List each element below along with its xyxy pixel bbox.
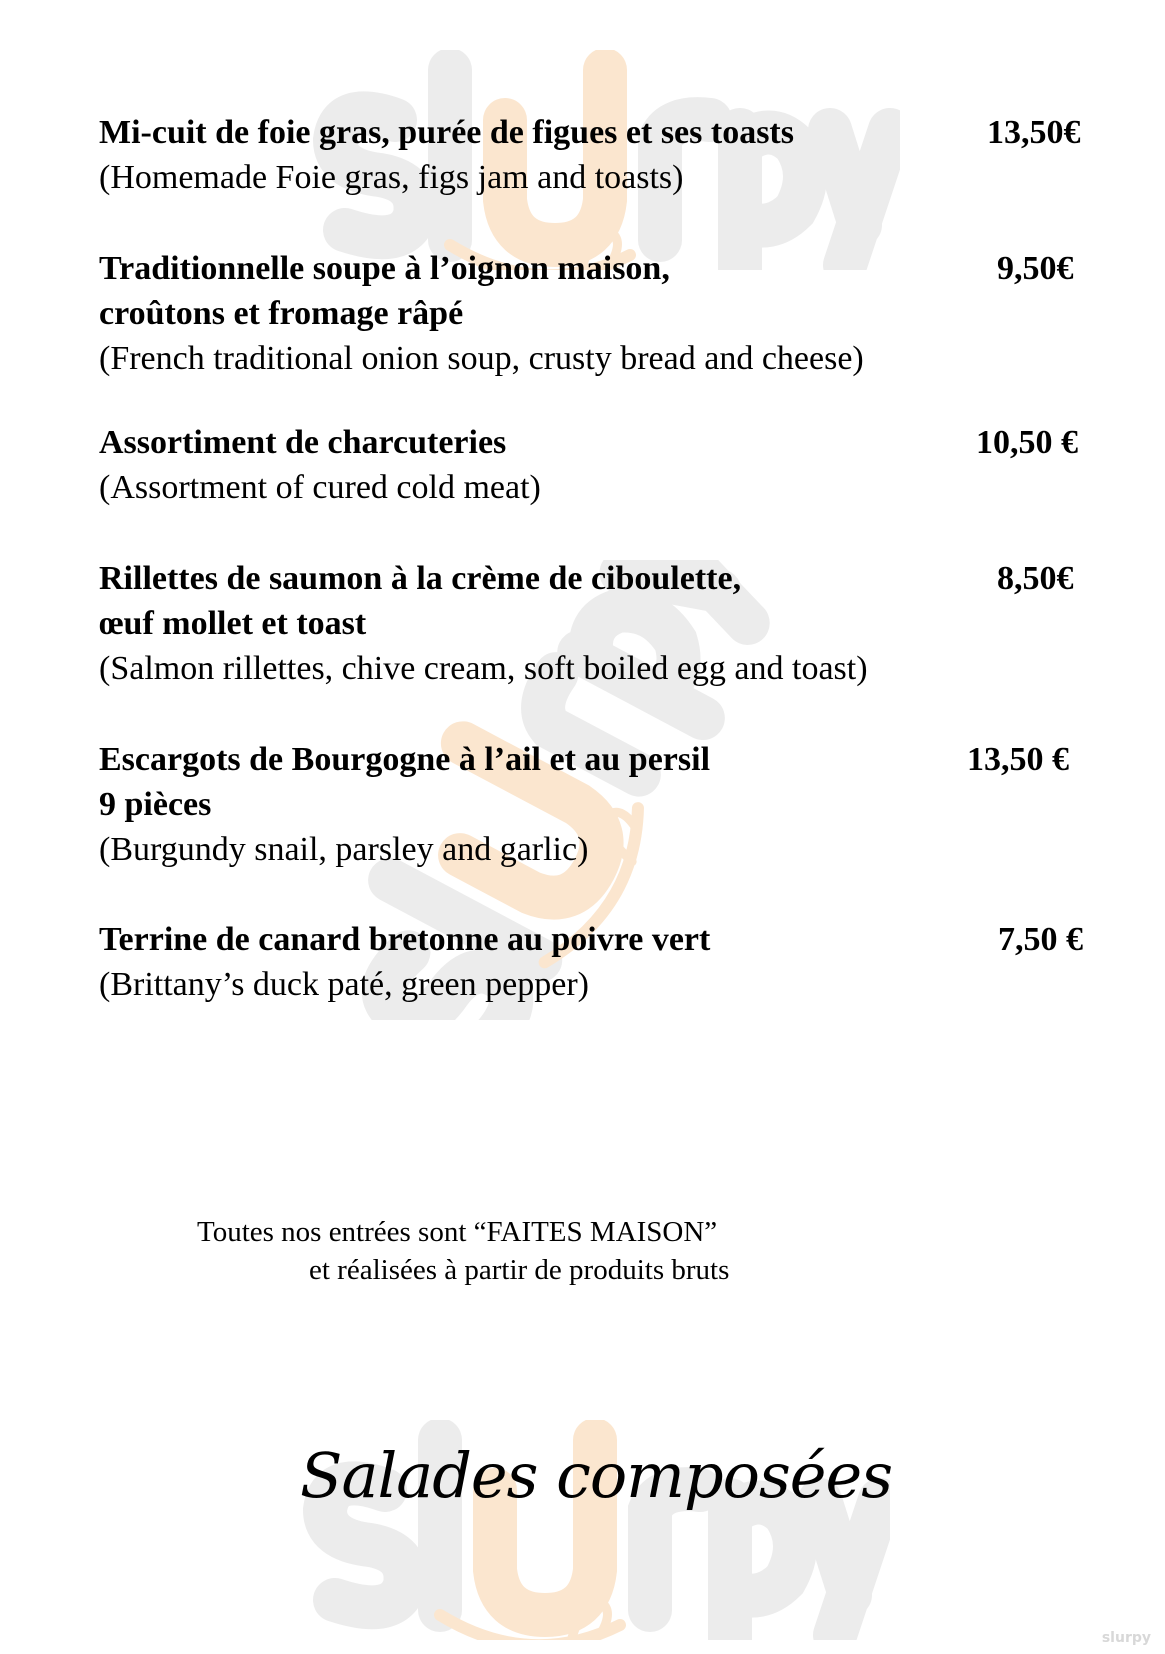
menu-item-title: Escargots de Bourgogne à l’ail et au persil <box>99 741 711 778</box>
menu-item-description: (Homemade Foie gras, figs jam and toasts) <box>99 159 684 196</box>
menu-item-title: Mi-cuit de foie gras, purée de figues et ses toasts <box>99 114 794 151</box>
menu-item <box>99 737 1099 872</box>
menu-item-title-line2: croûtons et fromage râpé <box>99 295 464 332</box>
menu-item-title: Traditionnelle soupe à l’oignon maison, <box>99 250 670 287</box>
menu-item-title: Assortiment de charcuteries <box>99 424 507 461</box>
menu-item-title: Rillettes de saumon à la crème de ciboulette, <box>99 560 742 597</box>
section-heading-salades: Salades composées <box>300 1439 893 1512</box>
homemade-note-line1: Toutes nos entrées sont “FAITES MAISON” <box>197 1216 718 1248</box>
menu-item <box>99 917 1099 1007</box>
menu-item-description: (Brittany’s duck paté, green pepper) <box>99 966 589 1003</box>
menu-item-price: 10,50 € <box>976 424 1078 461</box>
menu-item-title-row <box>99 110 1099 155</box>
menu-item-price: 8,50€ <box>997 560 1074 597</box>
menu-item-price: 9,50€ <box>997 250 1074 287</box>
menu-item-description: (French traditional onion soup, crusty bread and cheese) <box>99 340 864 377</box>
menu-item-title-row <box>99 737 1099 782</box>
menu-item-title-line2: œuf mollet et toast <box>99 605 367 642</box>
watermark-text-prefix: sl <box>1101 1630 1115 1646</box>
menu-item-title-line2: 9 pièces <box>99 786 212 823</box>
watermark-brand-caption <box>1102 1630 1151 1646</box>
watermark-text-accent: u <box>1114 1630 1125 1646</box>
watermark-text-suffix: rpy <box>1124 1630 1151 1646</box>
menu-item <box>99 246 1099 381</box>
menu-item-title-row <box>99 556 1099 601</box>
menu-item-title: Terrine de canard bretonne au poivre vert <box>99 921 711 958</box>
menu-item <box>99 556 1099 691</box>
menu-item-price: 7,50 € <box>998 921 1083 958</box>
menu-item <box>99 110 1099 200</box>
menu-item <box>99 420 1099 510</box>
menu-item-title-row <box>99 917 1099 962</box>
menu-item-description: (Salmon rillettes, chive cream, soft boiled egg and toast) <box>99 650 868 687</box>
homemade-note-line2: et réalisées à partir de produits bruts <box>309 1254 730 1286</box>
menu-item-description: (Burgundy snail, parsley and garlic) <box>99 831 589 868</box>
menu-item-price: 13,50€ <box>987 114 1081 151</box>
menu-item-title-row <box>99 246 1099 291</box>
menu-item-title-row <box>99 420 1099 465</box>
menu-item-price: 13,50 € <box>967 741 1069 778</box>
menu-item-description: (Assortment of cured cold meat) <box>99 469 541 506</box>
